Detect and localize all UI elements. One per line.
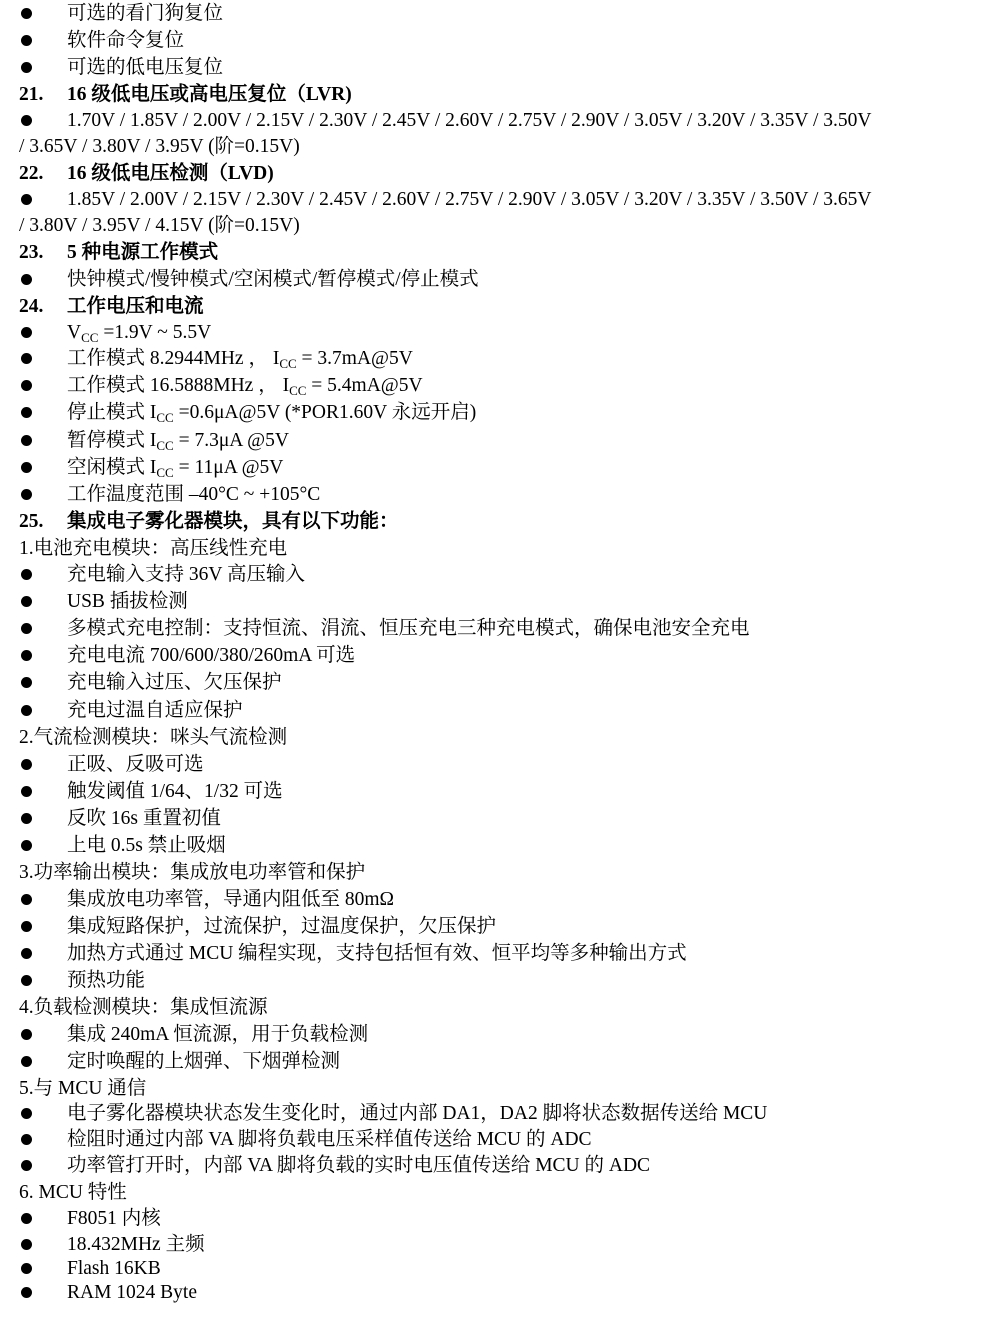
bullet-icon: [21, 677, 32, 688]
bullet-item: [0, 669, 991, 696]
bullet-text: 加热方式通过 MCU 编程实现，支持包括恒有效、恒平均等多种输出方式: [67, 943, 687, 964]
bullet-text: 充电过温自适应保护: [67, 700, 243, 721]
heading-title: 工作电压和电流: [67, 296, 204, 317]
bullet-icon: [21, 435, 32, 446]
bullet-text: 停止模式 $I_{CC}$ =0.6μA@5V (*POR1.60V 永远开启): [67, 402, 477, 425]
bullet-text: Flash 16KB: [67, 1258, 161, 1279]
bullet-icon: [21, 274, 32, 285]
bullet-item: [0, 751, 991, 778]
heading-number: 25.: [19, 511, 44, 532]
bullet-icon: [21, 194, 32, 205]
bullet-text: 快钟模式/慢钟模式/空闲模式/暂停模式/停止模式: [67, 269, 479, 290]
bullet-item: [0, 805, 991, 832]
bullet-icon: [21, 705, 32, 716]
bullet-icon: [21, 948, 32, 959]
bullet-text: 工作温度范围 –40°C ~ +105°C: [67, 484, 321, 505]
bullet-icon: [21, 62, 32, 73]
section-heading: [0, 293, 991, 320]
subscript: CC: [81, 330, 99, 345]
bullet-icon: [21, 462, 32, 473]
section-heading: [0, 160, 991, 187]
bullet-icon: [21, 1134, 32, 1145]
bullet-icon: [21, 115, 32, 126]
bullet-text: USB 插拔检测: [67, 591, 188, 612]
bullet-icon: [21, 840, 32, 851]
bullet-text: 可选的低电压复位: [67, 57, 224, 78]
continued-text: / 3.80V / 3.95V / 4.15V (阶=0.15V): [19, 215, 300, 236]
bullet-icon: [21, 1056, 32, 1067]
bullet-item: [0, 319, 991, 346]
bullet-text: 18.432MHz 主频: [67, 1234, 205, 1255]
section-heading: [0, 81, 991, 108]
subsection-text: 4.负载检测模块：集成恒流源: [19, 997, 268, 1018]
bullet-text: 1.85V / 2.00V / 2.15V / 2.30V / 2.45V / 2.60V / 2.75V / 2.90V / 3.05V / 3.20V / 3.35V / 3.50V / 3.65V: [67, 189, 872, 210]
bullet-item: [0, 940, 991, 967]
bullet-text: 反吹 16s 重置初值: [67, 808, 221, 829]
bullet-icon: [21, 327, 32, 338]
subsection-title: [0, 1179, 991, 1206]
bullet-text: 工作模式 16.5888MHz ， $I_{CC}$ = 5.4mA@5V: [67, 375, 423, 398]
bullet-text: 工作模式 8.2944MHz ， $I_{CC}$ = 3.7mA@5V: [67, 348, 413, 371]
bullet-text: 上电 0.5s 禁止吸烟: [67, 835, 226, 856]
heading-number: 21.: [19, 84, 44, 105]
heading-number: 22.: [19, 163, 44, 184]
heading-title: 16 级低电压检测（LVD): [67, 163, 274, 184]
bullet-icon: [21, 786, 32, 797]
subsection-title: [0, 859, 991, 886]
bullet-item: [0, 588, 991, 615]
bullet-icon: [21, 1213, 32, 1224]
bullet-text: 检阻时通过内部 VA 脚将负载电压采样值传送给 MCU 的 ADC: [67, 1129, 592, 1150]
bullet-item: [0, 427, 991, 454]
bullet-icon: [21, 353, 32, 364]
bullet-text: 电子雾化器模块状态发生变化时，通过内部 DA1，DA2 脚将状态数据传送给 MCU: [67, 1103, 768, 1124]
bullet-text: 预热功能: [67, 970, 146, 991]
bullet-item: [0, 27, 991, 54]
bullet-text: F8051 内核: [67, 1208, 161, 1229]
subscript: CC: [156, 410, 174, 425]
subscript: CC: [289, 383, 307, 398]
bullet-item: [0, 697, 991, 724]
bullet-text: 充电输入过压、欠压保护: [67, 672, 282, 693]
bullet-text: RAM 1024 Byte: [67, 1282, 198, 1303]
bullet-text: 空闲模式 $I_{CC} = 11\mu A$ @5V: [67, 457, 284, 480]
bullet-icon: [21, 35, 32, 46]
bullet-icon: [21, 921, 32, 932]
bullet-text: $V_{CC} =1.9V$ ~ 5.5V: [67, 322, 212, 345]
subscript: CC: [156, 438, 174, 453]
bullet-text: 集成短路保护，过流保护，过温度保护，欠压保护: [67, 916, 497, 937]
bullet-text: 软件命令复位: [67, 30, 185, 51]
bullet-icon: [21, 407, 32, 418]
bullet-icon: [21, 1263, 32, 1274]
subsection-text: 1.电池充电模块：高压线性充电: [19, 538, 288, 559]
bullet-item: [0, 1126, 991, 1153]
bullet-icon: [21, 569, 32, 580]
bullet-item: [0, 186, 991, 213]
subsection-text: 3.功率输出模块：集成放电功率管和保护: [19, 862, 366, 883]
bullet-text: 充电电流 700/600/380/260mA 可选: [67, 645, 356, 666]
bullet-text: 充电输入支持 36V 高压输入: [67, 564, 305, 585]
bullet-item: [0, 454, 991, 481]
bullet-text: 定时唤醒的上烟弹、下烟弹检测: [67, 1051, 341, 1072]
subsection-title: [0, 1075, 991, 1102]
bullet-item: [0, 345, 991, 372]
bullet-item: [0, 0, 991, 27]
bullet-icon: [21, 1029, 32, 1040]
heading-title: 16 级低电压或高电压复位（LVR): [67, 84, 352, 105]
section-heading: [0, 508, 991, 535]
bullet-text: 集成 240mA 恒流源，用于负载检测: [67, 1024, 369, 1045]
bullet-icon: [21, 759, 32, 770]
subsection-text: 5.与 MCU 通信: [19, 1078, 147, 1099]
bullet-text: 集成放电功率管，导通内阻低至 80mΩ: [67, 889, 395, 910]
bullet-text: 暂停模式 $I_{CC} = 7.3\mu A$ @5V: [67, 430, 289, 453]
bullet-item: [0, 1255, 991, 1282]
bullet-item: [0, 967, 991, 994]
continued-text: / 3.65V / 3.80V / 3.95V (阶=0.15V): [19, 136, 300, 157]
bullet-icon: [21, 1239, 32, 1250]
bullet-item: [0, 481, 991, 508]
bullet-item: [0, 266, 991, 293]
bullet-icon: [21, 489, 32, 500]
bullet-icon: [21, 596, 32, 607]
bullet-item: [0, 107, 991, 134]
bullet-item: [0, 1100, 991, 1127]
bullet-text: 触发阈值 1/64、1/32 可选: [67, 781, 283, 802]
bullet-item: [0, 561, 991, 588]
bullet-item: [0, 886, 991, 913]
subsection-text: 6. MCU 特性: [19, 1182, 127, 1203]
bullet-text: 正吸、反吸可选: [67, 754, 204, 775]
bullet-item: [0, 1021, 991, 1048]
bullet-text: 1.70V / 1.85V / 2.00V / 2.15V / 2.30V / 2.45V / 2.60V / 2.75V / 2.90V / 3.05V / 3.20V / 3.35V / 3.50V: [67, 110, 872, 131]
bullet-icon: [21, 1108, 32, 1119]
bullet-item: [0, 615, 991, 642]
bullet-item: [0, 913, 991, 940]
section-heading: [0, 239, 991, 266]
continued-line: [0, 212, 991, 239]
bullet-item: [0, 1279, 991, 1306]
subsection-text: 2.气流检测模块：咪头气流检测: [19, 727, 288, 748]
bullet-item: [0, 778, 991, 805]
bullet-icon: [21, 623, 32, 634]
bullet-icon: [21, 380, 32, 391]
heading-number: 23.: [19, 242, 44, 263]
bullet-icon: [21, 8, 32, 19]
heading-title: 5 种电源工作模式: [67, 242, 219, 263]
bullet-icon: [21, 894, 32, 905]
subsection-title: [0, 535, 991, 562]
bullet-icon: [21, 1287, 32, 1298]
bullet-item: [0, 399, 991, 426]
bullet-icon: [21, 1160, 32, 1171]
bullet-item: [0, 1231, 991, 1258]
bullet-item: [0, 1205, 991, 1232]
subsection-title: [0, 724, 991, 751]
heading-title: 集成电子雾化器模块，具有以下功能：: [67, 511, 399, 532]
bullet-item: [0, 54, 991, 81]
subsection-title: [0, 994, 991, 1021]
bullet-text: 多模式充电控制：支持恒流、涓流、恒压充电三种充电模式，确保电池安全充电: [67, 618, 750, 639]
bullet-item: [0, 832, 991, 859]
bullet-item: [0, 642, 991, 669]
bullet-text: 可选的看门狗复位: [67, 3, 224, 24]
heading-number: 24.: [19, 296, 44, 317]
subscript: CC: [279, 356, 297, 371]
bullet-item: [0, 372, 991, 399]
continued-line: [0, 133, 991, 160]
bullet-item: [0, 1152, 991, 1179]
bullet-item: [0, 1048, 991, 1075]
bullet-text: 功率管打开时，内部 VA 脚将负载的实时电压值传送给 MCU 的 ADC: [67, 1155, 651, 1176]
bullet-icon: [21, 975, 32, 986]
bullet-icon: [21, 813, 32, 824]
bullet-icon: [21, 650, 32, 661]
subscript: CC: [156, 465, 174, 480]
